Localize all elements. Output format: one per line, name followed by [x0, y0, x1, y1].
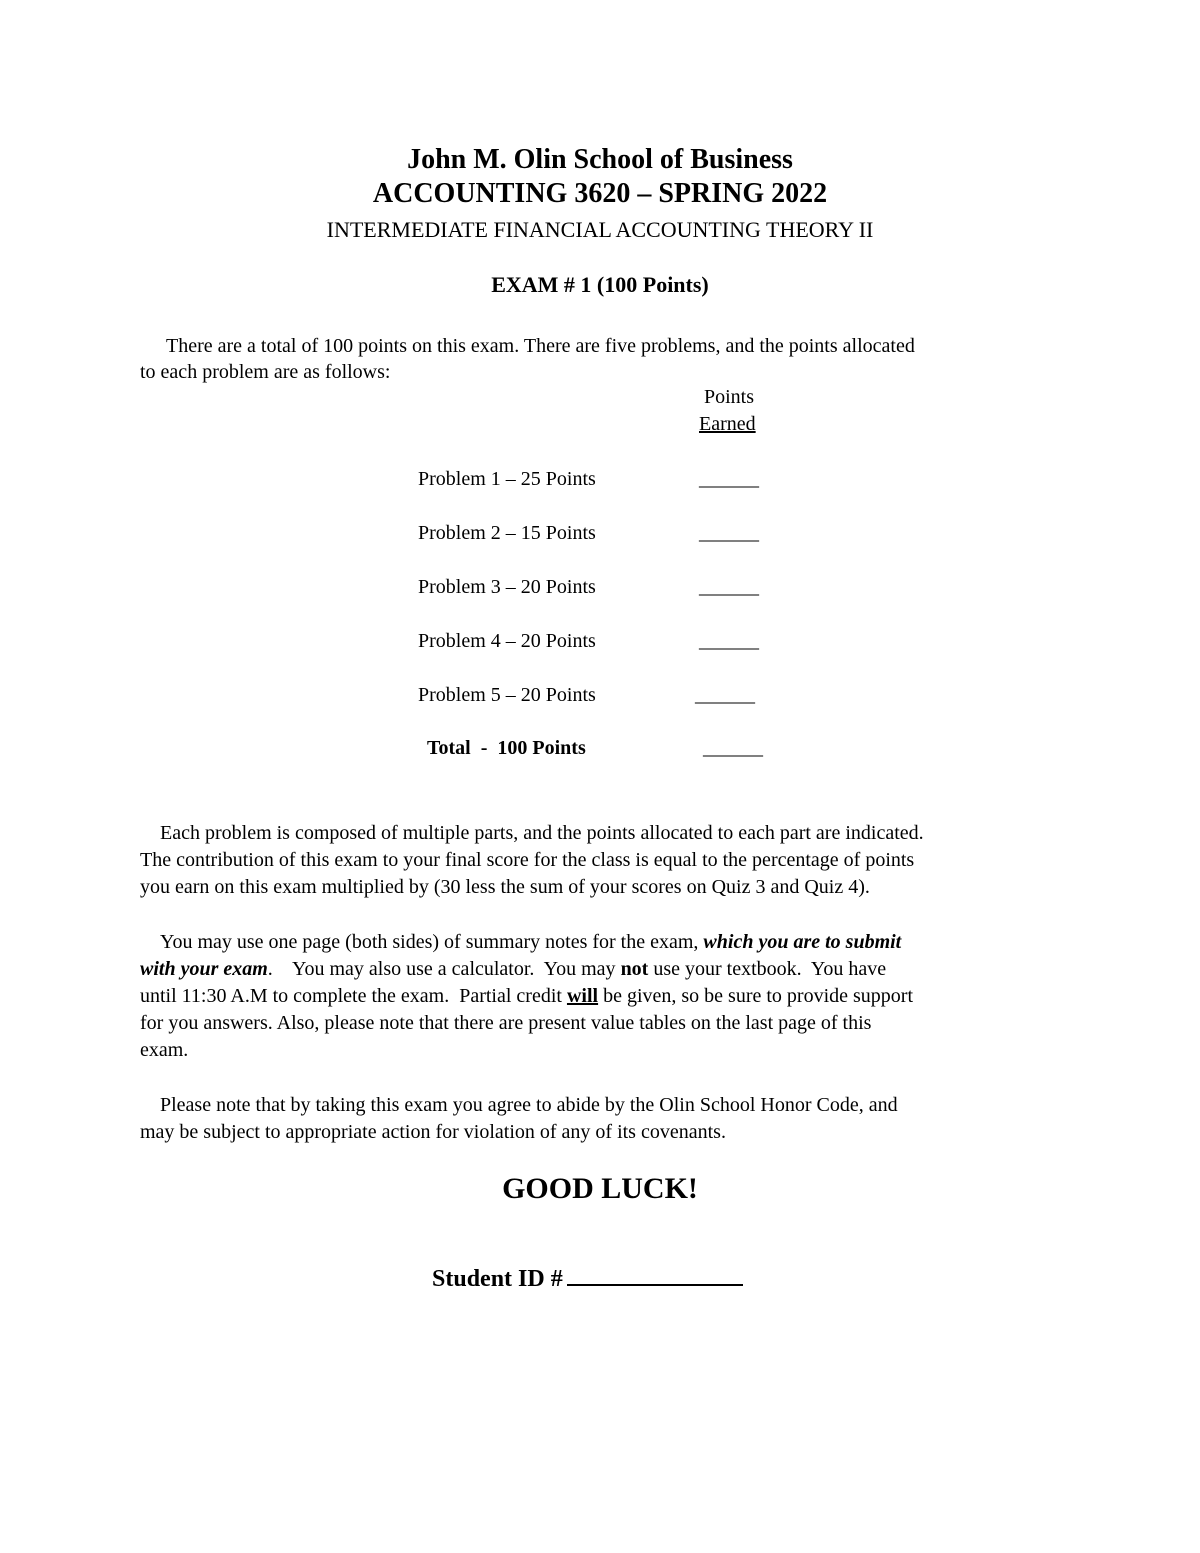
problem-row-label: Problem 1 – 25 Points [418, 468, 596, 490]
para2-line-5: exam. [140, 1039, 189, 1061]
para1-line-3: you earn on this exam multiplied by (30 less the sum of your scores on Quiz 3 and Quiz 4). [140, 876, 870, 898]
course-subtitle: INTERMEDIATE FINANCIAL ACCOUNTING THEORY II [326, 217, 874, 242]
para2-line-3 [140, 983, 913, 1010]
student-id-label: Student ID # [432, 1266, 563, 1292]
course-title: ACCOUNTING 3620 – SPRING 2022 [372, 178, 828, 209]
para2-line-1 [160, 929, 901, 956]
school-name: John M. Olin School of Business [407, 144, 793, 175]
score-blank: ______ [699, 522, 759, 544]
para2-text: . You may also use a calculator. You may [267, 958, 621, 980]
score-blank: ______ [699, 576, 759, 598]
exam-title: EXAM # 1 (100 Points) [491, 272, 709, 297]
para2-text: You may use one page (both sides) of summary notes for the exam, [160, 931, 704, 953]
para3-line-1: Please note that by taking this exam you agree to abide by the Olin School Honor Code, and [160, 1094, 898, 1116]
total-row-label: Total - 100 Points [427, 737, 586, 759]
total-blank: ______ [703, 737, 763, 759]
points-header: Points [704, 386, 755, 408]
para2-bold: not [620, 958, 649, 980]
earned-header: Earned [699, 413, 756, 435]
student-id-field [432, 1262, 743, 1293]
score-blank: ______ [699, 468, 759, 490]
problem-row-label: Problem 5 – 20 Points [418, 684, 596, 706]
score-blank: ______ [695, 684, 755, 706]
problem-row-label: Problem 4 – 20 Points [418, 630, 596, 652]
para1-line-1: Each problem is composed of multiple parts, and the points allocated to each part are indicated. [160, 822, 924, 844]
para2-bold-underline: will [566, 985, 599, 1007]
intro-line-2: to each problem are as follows: [140, 361, 391, 383]
para2-text: be given, so be sure to provide support [598, 985, 914, 1007]
para2-text: until 11:30 A.M to complete the exam. Partial credit [140, 985, 567, 1007]
student-id-blank [567, 1262, 743, 1286]
para3-line-2: may be subject to appropriate action for violation of any of its covenants. [140, 1121, 726, 1143]
para2-emphasis: with your exam [140, 958, 268, 980]
para2-line-4: for you answers. Also, please note that there are present value tables on the last page of this [140, 1012, 872, 1034]
problem-row-label: Problem 3 – 20 Points [418, 576, 596, 598]
good-luck-heading: GOOD LUCK! [502, 1172, 698, 1205]
para2-emphasis: which you are to submit [703, 931, 902, 953]
para1-line-2: The contribution of this exam to your final score for the class is equal to the percentage of points [140, 849, 915, 871]
score-blank: ______ [699, 630, 759, 652]
problem-row-label: Problem 2 – 15 Points [418, 522, 596, 544]
intro-line-1: There are a total of 100 points on this exam. There are five problems, and the points allocated [166, 335, 915, 357]
para2-line-2 [140, 956, 886, 983]
para2-text: use your textbook. You have [648, 958, 887, 980]
